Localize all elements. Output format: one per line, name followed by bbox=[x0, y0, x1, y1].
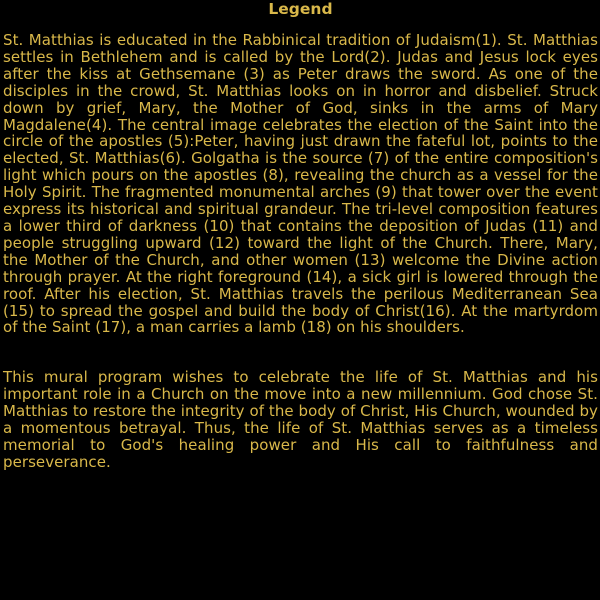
legend-paragraph-program: This mural program wishes to celebrate the life of St. Matthias and his important role in a Church on the move into a new millennium. God chose St. Matthias to restore the integrity of the body of Christ, His Church, wounded by a momentous betrayal. Thus, the life of St. Matthias serves as a timeless memorial to God's healing power and His call to faithfulness and perseverance. bbox=[3, 368, 598, 471]
legend-paragraph-story: St. Matthias is educated in the Rabbinical tradition of Judaism(1). St. Matthias settles in Bethlehem and is called by the Lord(2). Judas and Jesus lock eyes after the kiss at Gethsemane (3) as Peter draws the sword. As one of the disciples in the crowd, St. Matthias looks on in horror and disbelief. Struck down by grief, Mary, the Mother of God, sinks in the arms of Mary Magdalene(4). The central image celebrates the election of the Saint into the circle of the apostles (5):Peter, having just drawn the fateful lot, points to the elected, St. Matthias(6). Golgatha is the source (7) of the entire composition's light which pours on the apostles (8), revealing the church as a vessel for the Holy Spirit. The fragmented monumental arches (9) that tower over the event express its historical and spiritual grandeur. The tri-level composition features a lower third of darkness (10) that contains the deposition of Judas (11) and people struggling upward (12) toward the light of the Church. There, Mary, the Mother of the Church, and other women (13) welcome the Divine action through prayer. At the right foreground (14), a sick girl is lowered through the roof. After his election, St. Matthias travels the perilous Mediterranean Sea (15) to spread the gospel and build the body of Christ(16). At the martyrdom of the Saint (17), a man carries a lamb (18) on his shoulders. bbox=[3, 31, 598, 337]
legend-title: Legend bbox=[268, 0, 333, 18]
